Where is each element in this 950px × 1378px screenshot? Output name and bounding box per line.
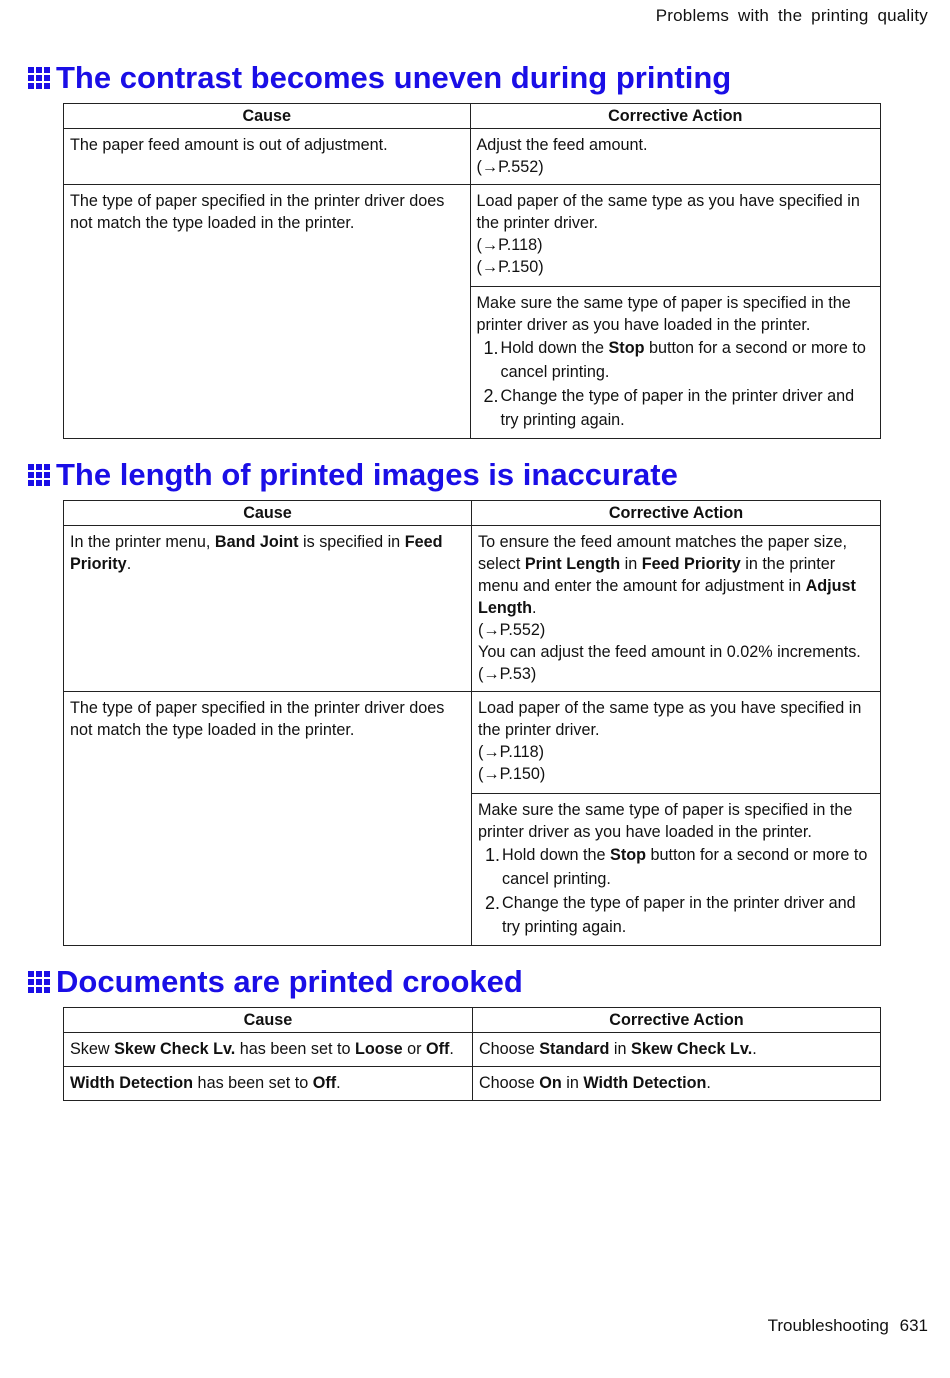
footer-section: Troubleshooting bbox=[767, 1316, 889, 1335]
action-text bbox=[478, 531, 875, 619]
action-cell bbox=[472, 1067, 880, 1101]
cause-text: In the printer menu, bbox=[70, 533, 215, 551]
page-reference: (→P.150) bbox=[476, 258, 544, 276]
cause-text: . bbox=[336, 1074, 341, 1092]
cause-cell bbox=[64, 129, 471, 185]
menu-item-name: Adjust Length bbox=[478, 577, 856, 617]
cause-text: has been set to bbox=[193, 1074, 313, 1092]
header-cause: Cause bbox=[64, 501, 472, 526]
table-row bbox=[64, 526, 881, 692]
note-text: You can adjust the feed amount in 0.02% increments. bbox=[478, 643, 861, 661]
cause-cell bbox=[64, 692, 472, 946]
page-header: Problems with the printing quality bbox=[655, 6, 928, 25]
cause-cell bbox=[64, 526, 472, 692]
table-row bbox=[64, 129, 881, 185]
list-item bbox=[477, 384, 876, 432]
grid-bullet-icon bbox=[28, 971, 50, 993]
menu-item-name: Width Detection bbox=[70, 1074, 194, 1092]
action-cell bbox=[472, 692, 881, 794]
table-header-row bbox=[64, 501, 881, 526]
cause-cell bbox=[64, 1033, 473, 1067]
action-text: Load paper of the same type as you have specified in the printer driver. bbox=[476, 192, 860, 232]
action-cell bbox=[472, 526, 881, 692]
cause-text: . bbox=[126, 555, 132, 573]
action-text: Choose bbox=[478, 1040, 540, 1058]
menu-item-name: Width Detection bbox=[583, 1074, 707, 1092]
header-cause: Cause bbox=[64, 104, 471, 129]
section-title-text: The length of printed images is inaccurate bbox=[56, 457, 678, 492]
cause-text: The paper feed amount is out of adjustment. bbox=[70, 136, 388, 154]
contrast-table bbox=[63, 103, 881, 439]
page-reference: (→P.118) bbox=[476, 236, 543, 254]
table-header-row bbox=[64, 104, 881, 129]
step-number: 1. bbox=[485, 845, 501, 865]
menu-item-name: Feed Priority bbox=[70, 533, 443, 573]
setting-value: On bbox=[539, 1074, 562, 1092]
page-footer bbox=[768, 1316, 928, 1336]
cause-text: or bbox=[402, 1040, 427, 1058]
step-text: button for a second or more to cancel printing. bbox=[502, 846, 868, 888]
step-text: Hold down the bbox=[502, 846, 611, 864]
header-cause: Cause bbox=[64, 1008, 473, 1033]
section-title-crooked bbox=[28, 964, 523, 1000]
step-number: 1. bbox=[483, 338, 499, 358]
cause-cell bbox=[64, 1067, 473, 1101]
menu-item-name: Band Joint bbox=[214, 533, 299, 551]
list-item bbox=[477, 336, 876, 384]
table-row bbox=[64, 185, 881, 287]
table-row bbox=[64, 692, 881, 794]
step-text: Hold down the bbox=[500, 339, 609, 357]
action-text: in bbox=[609, 1040, 632, 1058]
table-row bbox=[64, 1033, 881, 1067]
setting-value: Standard bbox=[539, 1040, 610, 1058]
section-title-contrast bbox=[28, 60, 731, 96]
header-corrective-action: Corrective Action bbox=[472, 1008, 880, 1033]
cause-cell bbox=[64, 185, 471, 439]
step-number: 2. bbox=[483, 386, 499, 406]
menu-item-name: Print Length bbox=[524, 555, 621, 573]
action-text: Choose bbox=[478, 1074, 540, 1092]
header-corrective-action: Corrective Action bbox=[472, 501, 881, 526]
page-reference: (→P.53) bbox=[478, 665, 537, 683]
table-header-row bbox=[64, 1008, 881, 1033]
page-reference: (→P.552) bbox=[478, 621, 546, 639]
cause-text: . bbox=[449, 1040, 454, 1058]
step-text: Change the type of paper in the printer driver and try printing again. bbox=[500, 387, 855, 429]
action-text: Load paper of the same type as you have specified in the printer driver. bbox=[478, 699, 862, 739]
step-number: 2. bbox=[485, 893, 501, 913]
setting-value: Off bbox=[426, 1040, 450, 1058]
stop-button-label: Stop bbox=[610, 846, 646, 864]
cause-text: The type of paper specified in the printer driver does not match the type loaded in the printer. bbox=[70, 192, 445, 232]
action-text-part: . bbox=[531, 599, 537, 617]
section-title-length bbox=[28, 457, 678, 493]
page-reference: (→P.118) bbox=[478, 743, 545, 761]
step-text: button for a second or more to cancel printing. bbox=[500, 339, 866, 381]
header-corrective-action: Corrective Action bbox=[470, 104, 881, 129]
page-reference: (→P.150) bbox=[478, 765, 546, 783]
page-number: 631 bbox=[899, 1316, 928, 1335]
action-text-part: in bbox=[620, 555, 642, 573]
action-text: Adjust the feed amount. bbox=[476, 136, 648, 154]
cause-text: Skew bbox=[70, 1040, 115, 1058]
menu-item-name: Skew Check Lv. bbox=[114, 1040, 236, 1058]
action-text: in bbox=[561, 1074, 584, 1092]
grid-bullet-icon bbox=[28, 67, 50, 89]
crooked-table bbox=[63, 1007, 881, 1101]
action-cell bbox=[470, 129, 881, 185]
action-cell bbox=[472, 1033, 880, 1067]
length-table bbox=[63, 500, 881, 946]
setting-value: Loose bbox=[354, 1040, 403, 1058]
action-cell bbox=[472, 794, 881, 946]
cause-text: The type of paper specified in the printer driver does not match the type loaded in the printer. bbox=[70, 699, 445, 739]
section-title-text: The contrast becomes uneven during printing bbox=[56, 60, 732, 95]
steps-list bbox=[477, 336, 876, 432]
page-reference: (→P.552) bbox=[476, 158, 544, 176]
cause-text: has been set to bbox=[235, 1040, 355, 1058]
stop-button-label: Stop bbox=[608, 339, 645, 357]
menu-item-name: Skew Check Lv. bbox=[631, 1040, 753, 1058]
list-item bbox=[478, 891, 875, 939]
setting-value: Off bbox=[312, 1074, 337, 1092]
step-text: Change the type of paper in the printer driver and try printing again. bbox=[502, 894, 856, 936]
steps-list bbox=[478, 843, 875, 939]
action-cell bbox=[470, 287, 881, 439]
menu-item-name: Feed Priority bbox=[641, 555, 741, 573]
table-row bbox=[64, 1067, 881, 1101]
cause-text: is specified in bbox=[298, 533, 405, 551]
list-item bbox=[478, 843, 875, 891]
action-text: . bbox=[706, 1074, 711, 1092]
grid-bullet-icon bbox=[28, 464, 50, 486]
action-text-part: To ensure the feed amount matches the paper size, select bbox=[478, 533, 847, 573]
section-title-text: Documents are printed crooked bbox=[56, 964, 523, 999]
action-text-part: in the printer menu and enter the amount for adjustment in bbox=[478, 555, 836, 595]
action-text: Make sure the same type of paper is specified in the printer driver as you have loaded in the printer. bbox=[478, 801, 853, 841]
action-cell bbox=[470, 185, 881, 287]
action-text: Make sure the same type of paper is specified in the printer driver as you have loaded in the printer. bbox=[476, 294, 851, 334]
action-text: . bbox=[752, 1040, 757, 1058]
